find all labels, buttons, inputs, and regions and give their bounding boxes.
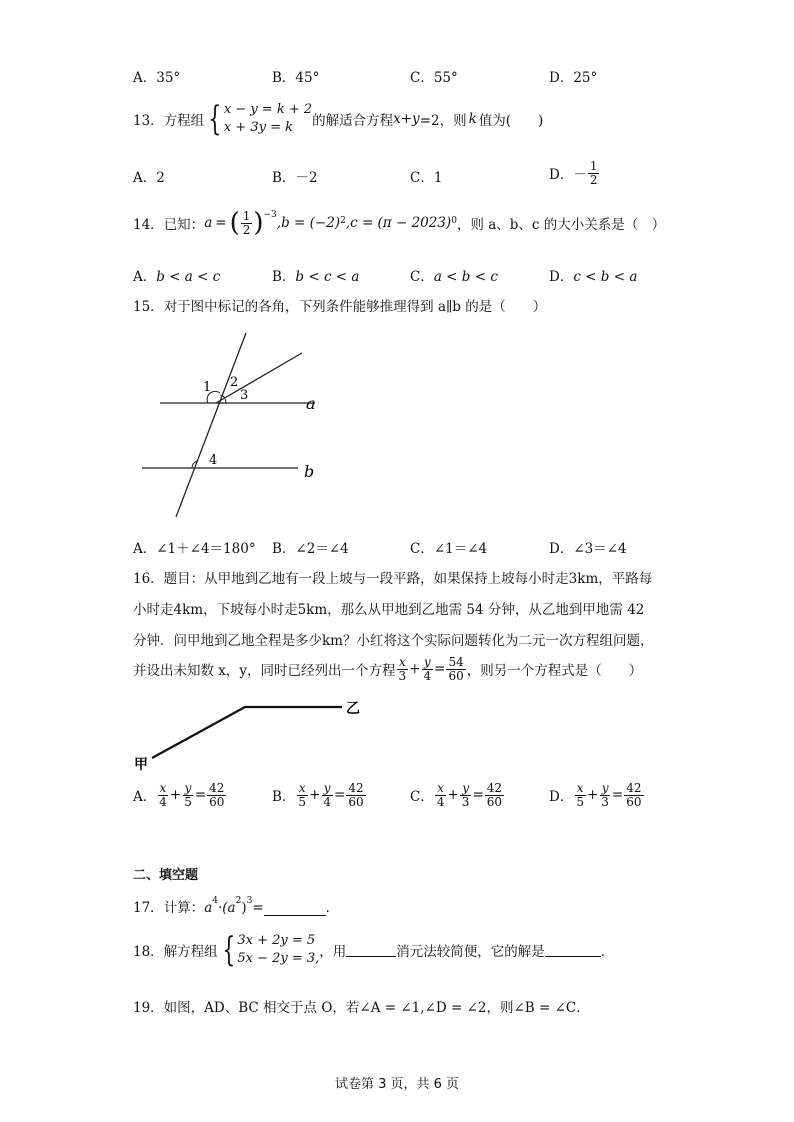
line-label-a: a: [306, 394, 316, 413]
question-text: 消元法较简便，它的解是: [396, 943, 545, 960]
equation-line: x − y = k + 2: [223, 102, 313, 117]
question-text: 已知：: [163, 217, 205, 234]
question-text: 对于图中标记的各角，下列条件能够推理得到 a∥b 的是（ ）: [163, 299, 547, 315]
path-line: [152, 707, 342, 758]
answer-blank[interactable]: [346, 942, 396, 957]
option-a: A．2: [133, 170, 165, 186]
question-text: =2，则: [419, 112, 467, 129]
section-title: 二、填空题: [133, 868, 199, 883]
option-c: C．1: [410, 170, 443, 186]
question-number: 13．: [133, 112, 164, 129]
question-text: ，则 a、b、c 的大小关系是（ ）: [456, 217, 666, 234]
math-var: k: [468, 110, 477, 127]
transversal: [176, 333, 249, 517]
question-text: ，用: [319, 943, 347, 960]
start-label: 甲: [134, 757, 148, 773]
question-15: [133, 295, 546, 315]
option-d: D．c < b < a: [549, 269, 638, 285]
answer-blank[interactable]: [264, 915, 326, 916]
question-text: 值为( ): [478, 112, 544, 129]
math-expr: ,c = (π − 2023): [345, 215, 452, 232]
question-text: 的解适合方程: [312, 112, 394, 129]
question-number: 17．: [133, 900, 164, 916]
math-expr: x+y: [393, 110, 420, 127]
question-number: 15．: [133, 299, 164, 315]
equation-system: { 3x + 2y = 5 5x − 2y = 3,: [222, 929, 320, 970]
q16-figure: [130, 695, 370, 775]
question-16-line: 小时走4km，下坡每小时走5km，那么从甲地到乙地需 54 分钟，从乙地到甲地需 42: [133, 602, 645, 618]
option-b: B．b < c < a: [272, 269, 360, 285]
option-d: D． $\frac{x}{5}$ + $\frac{y}{3}$ = $\frac{42}{60}$: [549, 781, 642, 809]
option-b: B． $\frac{x}{5}$ + $\frac{y}{4}$ = $\frac{42}{60}$: [272, 781, 364, 809]
question-13: [133, 98, 544, 139]
math-var: a: [204, 215, 213, 232]
question-18: 18． 解方程组 { 3x + 2y = 5 5x − 2y = 3, ，用 消元法较简便，它的解是 ．: [133, 929, 615, 970]
question-16-line: 16．题目：从甲地到乙地有一段上坡与一段平路，如果保持上坡每小时走3km，平路每: [133, 571, 653, 587]
option-c: C．∠1＝∠4: [410, 541, 488, 557]
option-a: A．∠1＋∠4＝180°: [133, 541, 256, 557]
end-label: 乙: [346, 701, 360, 717]
question-text: 方程组: [163, 112, 205, 129]
option-a: A．35°: [133, 70, 181, 86]
question-19: 19．如图，AD、BC 相交于点 O，若∠A = ∠1,∠D = ∠2，则∠B = ∠C．: [133, 1000, 590, 1016]
question-text: ，则另一个方程式是（ ）: [466, 663, 643, 680]
line-label-b: b: [304, 462, 315, 481]
question-17: 17． 计算： a $^4$ ·(a $^2$ ) $^3$ = ．: [133, 896, 340, 916]
option-d: D．25°: [549, 70, 598, 86]
q15-figure: [130, 325, 340, 525]
equation-line: x + 3y = k: [223, 119, 293, 135]
option-a: A． $\frac{x}{4}$ + $\frac{y}{5}$ = $\frac{42}{60}$: [133, 781, 225, 809]
option-d: D． － $\frac{1}{2}$: [549, 159, 598, 187]
angle-label-3: 3: [240, 388, 249, 403]
question-text: 计算：: [163, 900, 205, 916]
option-c: C． $\frac{x}{4}$ + $\frac{y}{3}$ = $\frac{42}{60}$: [410, 781, 503, 809]
question-text: 并设出未知数 x，y，同时已经列出一个方程: [133, 663, 396, 680]
option-c: C．55°: [410, 70, 458, 86]
option-b: B．45°: [272, 70, 320, 86]
angle-label-2: 2: [230, 375, 239, 390]
page-footer: 试卷第 3 页，共 6 页: [334, 1077, 460, 1092]
equation-line: 3x + 2y = 5: [237, 933, 316, 948]
option-a: A．b < a < c: [133, 269, 221, 285]
question-16-line: 并设出未知数 x，y，同时已经列出一个方程 $\frac{x}{3}$ + $\frac{y}{4}$ = $\frac{54}{60}$ ，则另一个方程式是（ ）: [133, 655, 643, 683]
option-c: C．a < b < c: [410, 269, 498, 285]
option-b: B．∠2＝∠4: [272, 541, 349, 557]
answer-blank[interactable]: [545, 942, 601, 957]
equation-line: 5x − 2y = 3,: [237, 950, 320, 966]
math-expr: ,b = (−2): [276, 215, 341, 232]
angle-label-1: 1: [203, 380, 212, 395]
equation-system: { x − y = k + 2 x + 3y = k: [208, 98, 313, 139]
question-number: 14．: [133, 217, 164, 234]
angle-label-4: 4: [209, 453, 218, 468]
question-14: 14． 已知： a = ( $\frac{1}{2}$ ) $^{-3}$ ,b = (−2) 2 ,c = (π − 2023) 0 ，则 a、b、c 的大小关系是（ ）: [133, 208, 666, 239]
option-b: B．－2: [272, 170, 318, 186]
question-text: 解方程组: [163, 943, 218, 960]
question-16-line: 分钟．问甲地到乙地全程是多少km？小红将这个实际问题转化为二元一次方程组问题，: [133, 633, 654, 649]
question-number: 18．: [133, 943, 164, 960]
option-d: D．∠3＝∠4: [549, 541, 627, 557]
